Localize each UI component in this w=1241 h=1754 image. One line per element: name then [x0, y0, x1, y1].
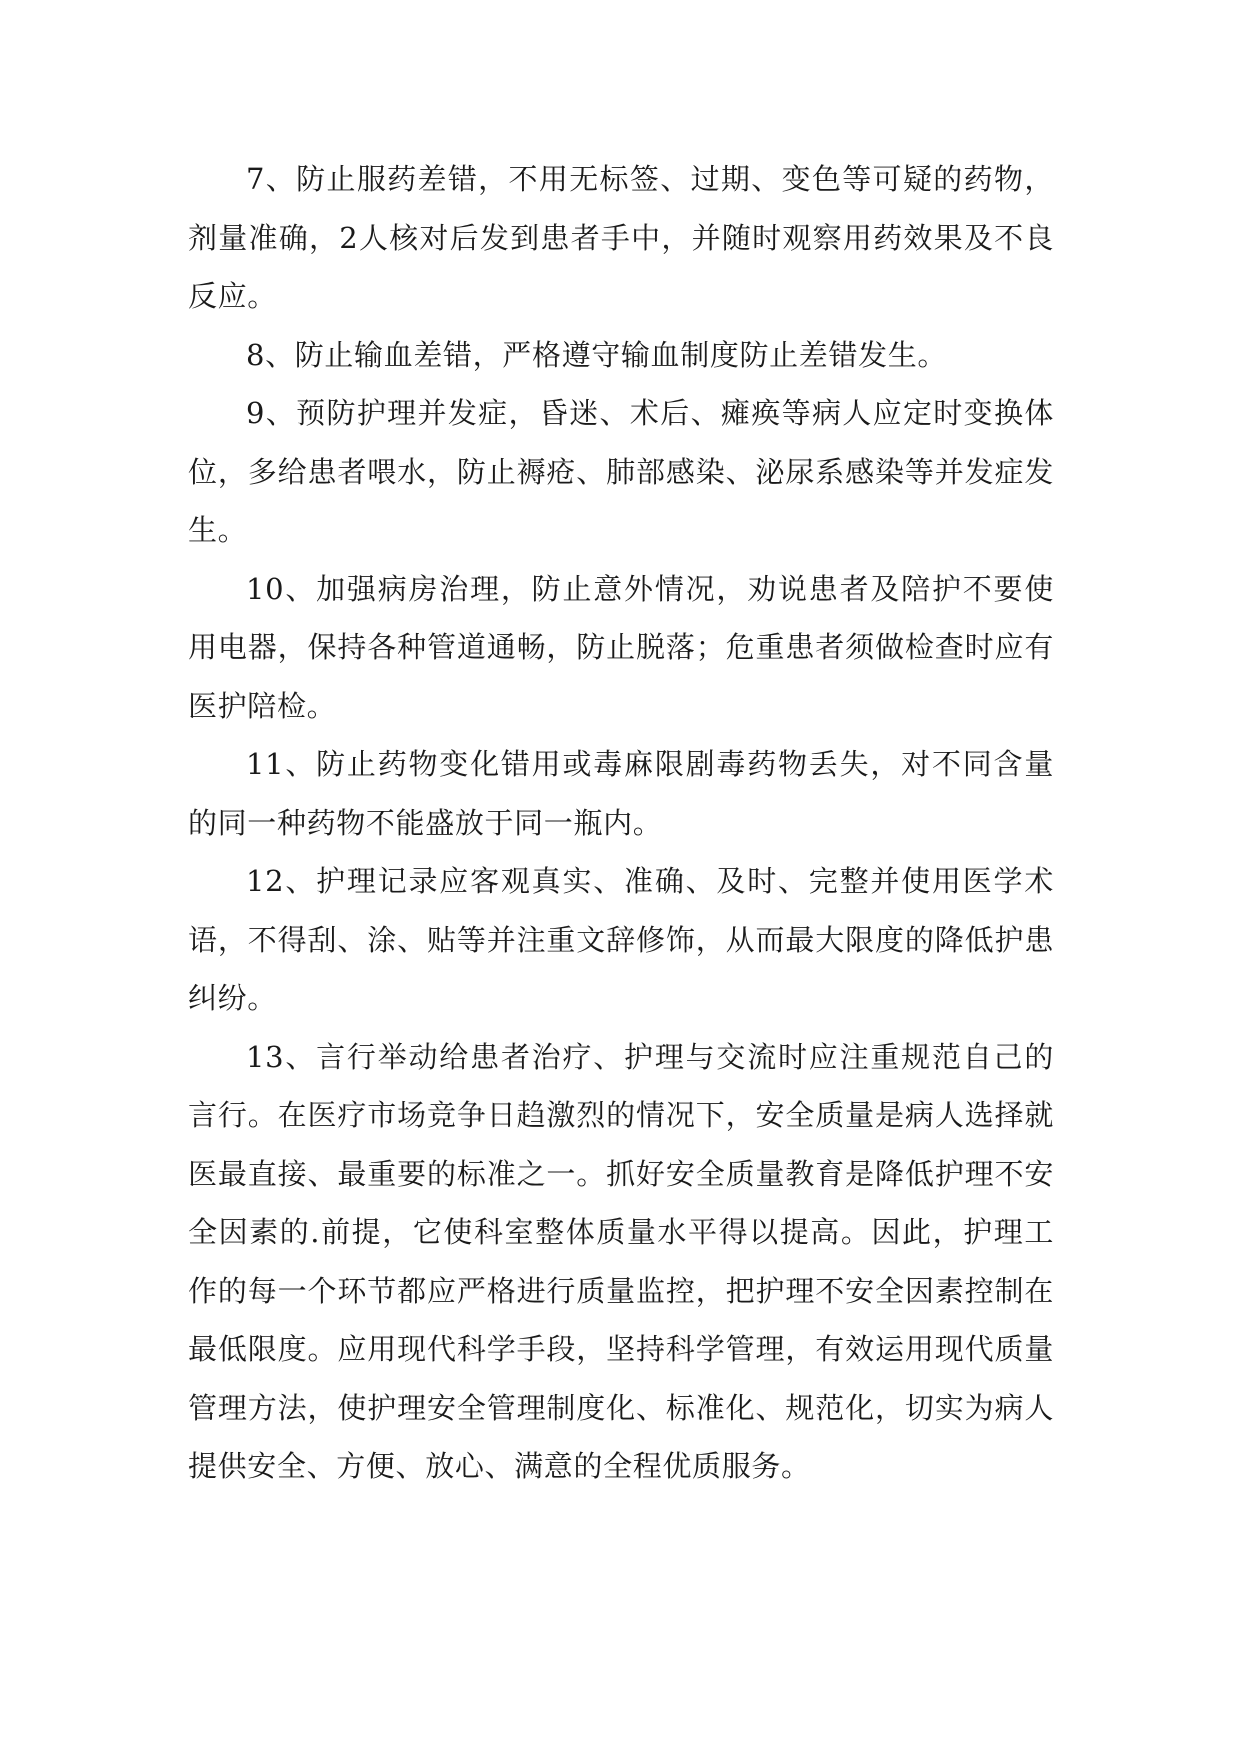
paragraph-item-8: 8、防止输血差错，严格遵守输血制度防止差错发生。 [246, 337, 948, 372]
paragraph-item-12: 12、护理记录应客观真实、准确、及时、完整并使用医学术语，不得刮、涂、贴等并注重文辞修饰，从而最大限度的降低护患纠纷。 [188, 864, 1054, 1015]
paragraph-item-7: 7、防止服药差错，不用无标签、过期、变色等可疑的药物，剂量准确，2人核对后发到患者手中，并随时观察用药效果及不良反应。 [188, 162, 1054, 313]
paragraph-item-10: 10、加强病房治理，防止意外情况，劝说患者及陪护不要使用电器，保持各种管道通畅，防止脱落；危重患者须做检查时应有医护陪检。 [188, 571, 1054, 723]
document-body [188, 150, 1054, 1496]
paragraph-item-11: 11、防止药物变化错用或毒麻限剧毒药物丢失，对不同含量的同一种药物不能盛放于同一瓶内。 [188, 747, 1054, 840]
paragraph-item-9: 9、预防护理并发症，昏迷、术后、瘫痪等病人应定时变换体位，多给患者喂水，防止褥疮、肺部感染、泌尿系感染等并发症发生。 [188, 396, 1054, 547]
paragraph-item-13: 13、言行举动给患者治疗、护理与交流时应注重规范自己的言行。在医疗市场竞争日趋激烈的情况下，安全质量是病人选择就医最直接、最重要的标准之一。抓好安全质量教育是降低护理不安全因素的.前提，它使科室整体质量水平得以提高。因此，护理工作的每一个环节都应严格进行质量监控，把护理不安全因素控制在最低限度。应用现代科学手段，坚持科学管理，有效运用现代质量管理方法，使护理安全管理制度化、标准化、规范化，切实为病人提供安全、方便、放心、满意的全程优质服务。 [188, 1039, 1054, 1483]
